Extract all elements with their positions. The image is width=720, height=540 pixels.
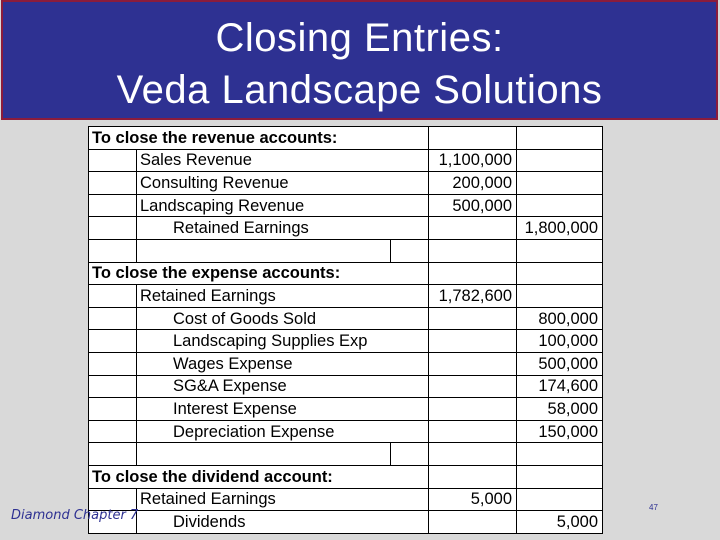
journal-line bbox=[89, 285, 603, 308]
credit-amount: 500,000 bbox=[517, 352, 603, 375]
indent-cell bbox=[89, 217, 137, 240]
account-name: SG&A Expense bbox=[137, 375, 429, 398]
indent-cell bbox=[89, 307, 137, 330]
credit-amount: 5,000 bbox=[517, 511, 603, 534]
blank-cell bbox=[89, 239, 137, 262]
journal-line bbox=[89, 307, 603, 330]
indent-cell bbox=[89, 398, 137, 421]
page-number: 47 bbox=[649, 503, 658, 512]
credit-amount: 174,600 bbox=[517, 375, 603, 398]
journal-entries-table bbox=[88, 126, 602, 533]
account-name: Retained Earnings bbox=[137, 285, 429, 308]
debit-amount bbox=[429, 307, 517, 330]
indent-cell bbox=[89, 330, 137, 353]
journal-line bbox=[89, 511, 603, 534]
slide-title-line-1: Closing Entries: bbox=[215, 16, 504, 60]
debit-amount: 500,000 bbox=[429, 194, 517, 217]
indent-cell bbox=[89, 172, 137, 195]
debit-cell bbox=[429, 465, 517, 488]
indent-cell bbox=[89, 285, 137, 308]
account-name: Landscaping Revenue bbox=[137, 194, 429, 217]
credit-amount: 1,800,000 bbox=[517, 217, 603, 240]
account-name: Cost of Goods Sold bbox=[137, 307, 429, 330]
blank-cell bbox=[89, 443, 137, 466]
credit-amount: 800,000 bbox=[517, 307, 603, 330]
debit-amount bbox=[429, 398, 517, 421]
credit-amount bbox=[517, 194, 603, 217]
credit-amount: 150,000 bbox=[517, 420, 603, 443]
account-name: Consulting Revenue bbox=[137, 172, 429, 195]
journal-line bbox=[89, 420, 603, 443]
debit-amount bbox=[429, 330, 517, 353]
closing-entries-grid bbox=[88, 126, 603, 534]
journal-line bbox=[89, 330, 603, 353]
section-heading: To close the expense accounts: bbox=[89, 262, 429, 285]
section-heading: To close the dividend account: bbox=[89, 465, 429, 488]
indent-cell bbox=[89, 194, 137, 217]
account-name: Dividends bbox=[137, 511, 429, 534]
account-name: Retained Earnings bbox=[137, 217, 429, 240]
blank-row bbox=[89, 443, 603, 466]
section-heading-row bbox=[89, 465, 603, 488]
blank-cell bbox=[429, 443, 517, 466]
account-name: Landscaping Supplies Exp bbox=[137, 330, 429, 353]
account-name: Retained Earnings bbox=[137, 488, 429, 511]
debit-cell bbox=[429, 262, 517, 285]
credit-cell bbox=[517, 262, 603, 285]
account-name: Wages Expense bbox=[137, 352, 429, 375]
credit-amount bbox=[517, 285, 603, 308]
section-heading-row bbox=[89, 127, 603, 150]
indent-cell bbox=[89, 352, 137, 375]
debit-amount bbox=[429, 352, 517, 375]
debit-cell bbox=[429, 127, 517, 150]
debit-amount: 5,000 bbox=[429, 488, 517, 511]
journal-line bbox=[89, 217, 603, 240]
debit-amount bbox=[429, 217, 517, 240]
blank-row bbox=[89, 239, 603, 262]
indent-cell bbox=[89, 149, 137, 172]
journal-line bbox=[89, 352, 603, 375]
footer-chapter-label: Diamond Chapter 7 bbox=[11, 508, 139, 523]
credit-amount: 58,000 bbox=[517, 398, 603, 421]
account-name: Sales Revenue bbox=[137, 149, 429, 172]
account-name: Depreciation Expense bbox=[137, 420, 429, 443]
debit-amount bbox=[429, 511, 517, 534]
journal-line bbox=[89, 488, 603, 511]
blank-cell bbox=[517, 443, 603, 466]
debit-amount bbox=[429, 375, 517, 398]
debit-amount: 200,000 bbox=[429, 172, 517, 195]
credit-cell bbox=[517, 127, 603, 150]
blank-cell bbox=[517, 239, 603, 262]
blank-cell bbox=[391, 443, 429, 466]
debit-amount: 1,782,600 bbox=[429, 285, 517, 308]
section-heading-row bbox=[89, 262, 603, 285]
blank-cell bbox=[137, 239, 391, 262]
credit-amount: 100,000 bbox=[517, 330, 603, 353]
section-heading: To close the revenue accounts: bbox=[89, 127, 429, 150]
credit-amount bbox=[517, 488, 603, 511]
credit-amount bbox=[517, 172, 603, 195]
blank-cell bbox=[391, 239, 429, 262]
journal-line bbox=[89, 194, 603, 217]
journal-line bbox=[89, 172, 603, 195]
indent-cell bbox=[89, 375, 137, 398]
credit-cell bbox=[517, 465, 603, 488]
blank-cell bbox=[429, 239, 517, 262]
debit-amount: 1,100,000 bbox=[429, 149, 517, 172]
slide-title-bar bbox=[1, 0, 718, 120]
journal-line bbox=[89, 375, 603, 398]
blank-cell bbox=[137, 443, 391, 466]
credit-amount bbox=[517, 149, 603, 172]
debit-amount bbox=[429, 420, 517, 443]
account-name: Interest Expense bbox=[137, 398, 429, 421]
slide-title-line-2: Veda Landscape Solutions bbox=[116, 68, 603, 112]
journal-line bbox=[89, 398, 603, 421]
indent-cell bbox=[89, 420, 137, 443]
journal-line bbox=[89, 149, 603, 172]
